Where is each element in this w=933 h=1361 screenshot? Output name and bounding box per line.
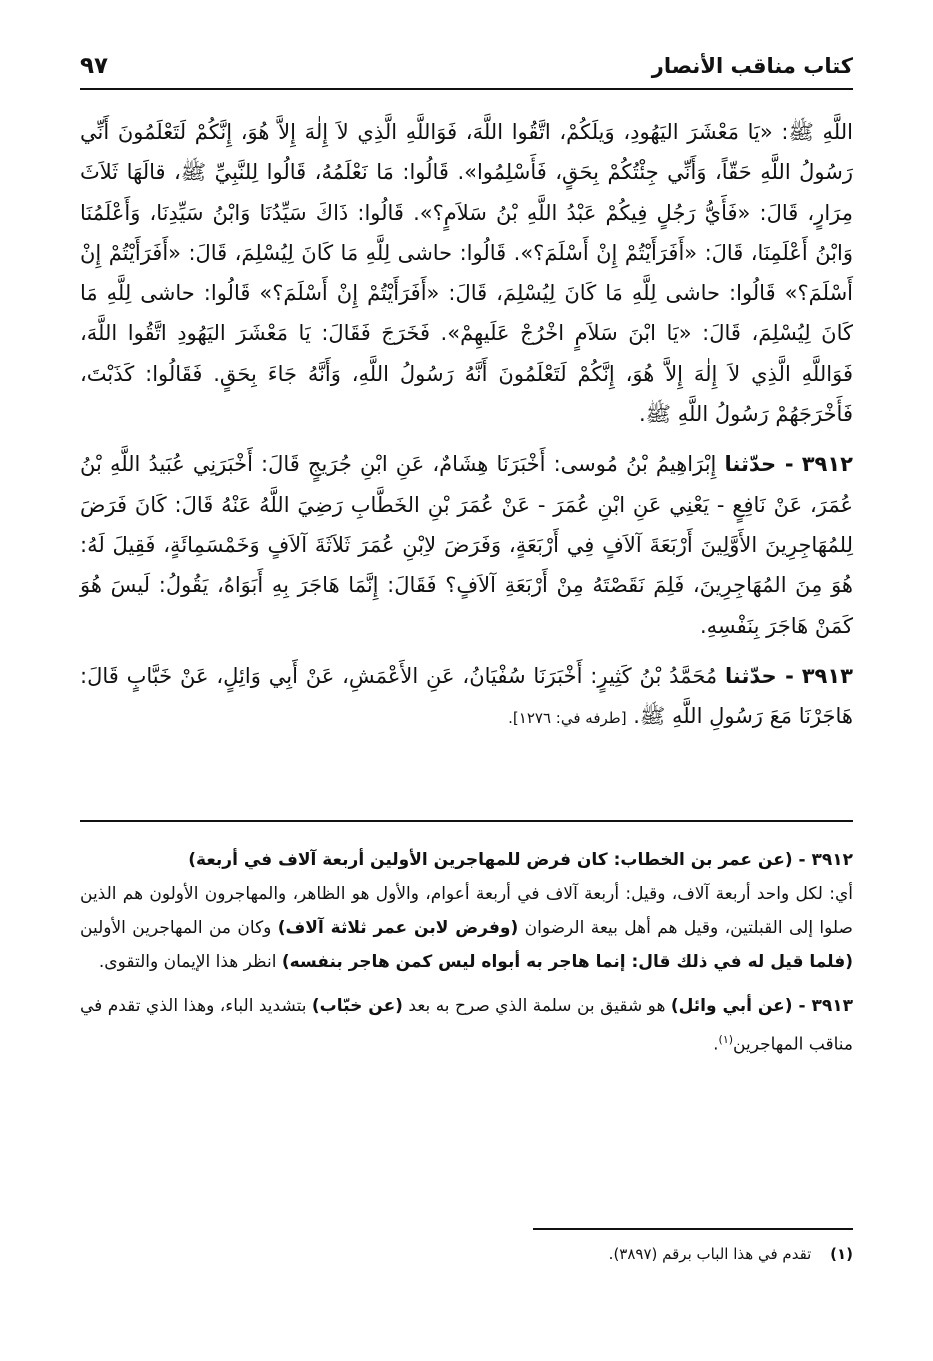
footnote-text: تقدم في هذا الباب برقم (٣٨٩٧). [608, 1245, 812, 1263]
hadith-continuation: اللَّهِ ﷺ: «يَا مَعْشَرَ اليَهُودِ، وَيلَكُمْ، اتَّقُوا اللَّهَ، فَوَاللَّهِ الَّذِي لاَ إِلٰهَ إِلاَّ هُوَ، إِنَّكُمْ لَتَعْلَمُونَ أَنِّي رَسُولُ اللَّهِ حَقّاً، وَأَنِّي جِئْتُكُمْ بِحَقٍ، فَأَسْلِمُوا». قَالُوا: مَا نَعْلَمُهُ، قَالُوا لِلنَّبِيِّ ﷺ، قالَهَا ثَلاَثَ مِرَارٍ، قَالَ: «فَأَيُّ رَجُلٍ فِيكُمْ عَبْدُ اللَّهِ بْنُ سَلاَمٍ؟». قَالُوا: ذَاكَ سَيِّدُنَا وَابْنُ سَيِّدِنَا، وَأَعْلَمُنَا وَابْنُ أَعْلَمِنَا، قَالَ: «أَفَرَأَيْتُمْ إِنْ أَسْلَمَ؟». قَالُوا: حاشى لِلَّهِ مَا كَانَ لِيُسْلِمَ، قَالَ: «أَفَرَأَيْتُمْ إِنْ أَسْلَمَ؟» قَالُوا: حاشى لِلَّهِ مَا كَانَ لِيُسْلِمَ، قَالَ: «أَفَرَأَيْتُمْ إِنْ أَسْلَمَ؟» قَالُوا: حاشى لِلَّهِ مَا كَانَ لِيُسْلِمَ، قَالَ: «يَا ابْنَ سَلاَمٍ اخْرُجْ عَلَيهِمْ». فَخَرَجَ فَقَالَ: يَا مَعْشَرَ اليَهُودِ اتَّقُوا اللَّهَ، فَوَاللَّهِ الَّذِي لاَ إِلٰهَ إِلاَّ هُوَ، إِنَّكُمْ لَتَعْلَمُونَ أَنَّهُ رَسُولُ اللَّهِ، وَأَنَّهُ جَاءَ بِحَقٍ. فَقَالُوا: كَذَبْتَ، فَأَخْرَجَهُمْ رَسُولُ اللَّهِ ﷺ. [80, 120, 853, 427]
hadith-body: إِبْرَاهِيمُ بْنُ مُوسى: أَخْبَرَنَا هِشَامٌ، عَنِ ابْنِ جُرَيجٍ قَالَ: أَخْبَرَنِي عُبَيدُ اللَّهِ بْنُ عُمَرَ، عَنْ نَافِعٍ - يَعْنِي عَنِ ابْنِ عُمَرَ - عَنْ عُمَرَ بْنِ الخَطَّابِ رَضِيَ اللَّهُ عَنْهُ قَالَ: كَانَ فَرَضَ لِلمُهَاجِرِينَ الأَوَّلِينَ أَرْبَعَةَ آلاَفٍ فِي أَرْبَعَةٍ، وَفَرَضَ لاِبْنِ عُمَرَ ثَلاَثَةَ آلاَفٍ وَخَمْسَمِائَةٍ، فَقِيلَ لَهُ: هُوَ مِنَ المُهَاجِرِينَ، فَلِمَ نَقَصْتَهُ مِنْ أَرْبَعَةِ آلاَفٍ؟ فَقَالَ: إِنَّمَا هَاجَرَ بِهِ أَبَوَاهُ، يَقُولُ: لَيسَ هُوَ كَمَنْ هَاجَرَ بِنَفْسِهِ. [80, 452, 853, 638]
commentary-heading: ٣٩١٣ - (عن أبي وائل) [670, 996, 854, 1016]
commentary [80, 843, 853, 1072]
commentary-3912: ٣٩١٢ - (عن عمر بن الخطاب: كان فرض للمهاجرين الأولين أربعة آلاف في أربعة) أي: لكل واحد أربعة آلاف، وقيل: أربعة آلاف في أربعة أعوام، والأول هو الظاهر، والمهاجرون الأولون هم الذين صلوا إلى القبلتين، وقيل هم أهل بيعة الرضوان (وفرض لابن عمر ثلاثة آلاف) وكان من المهاجرين الأولين (فلما قيل له في ذلك قال: إنما هاجر به أبواه ليس كمن هاجر بنفسه) انظر هذا الإيمان والتقوى. [80, 850, 853, 972]
commentary-3913: ٣٩١٣ - (عن أبي وائل) هو شقيق بن سلمة الذي صرح به بعد (عن خبّاب) بتشديد الباء، وهذا الذي تقدم في مناقب المهاجرين$^{(١)}$. [80, 996, 854, 1055]
narration-keyword: حدّثنا [724, 452, 777, 477]
page-header [80, 44, 853, 90]
hadith-3912: ٣٩١٢ - حدّثنا إِبْرَاهِيمُ بْنُ مُوسى: أَخْبَرَنَا هِشَامٌ، عَنِ ابْنِ جُرَيجٍ قَالَ: أَخْبَرَنِي عُبَيدُ اللَّهِ بْنُ عُمَرَ، عَنْ نَافِعٍ - يَعْنِي عَنِ ابْنِ عُمَرَ - عَنْ عُمَرَ بْنِ الخَطَّابِ رَضِيَ اللَّهُ عَنْهُ قَالَ: كَانَ فَرَضَ لِلمُهَاجِرِينَ الأَوَّلِينَ أَرْبَعَةَ آلاَفٍ فِي أَرْبَعَةٍ، وَفَرَضَ لاِبْنِ عُمَرَ ثَلاَثَةَ آلاَفٍ وَخَمْسَمِائَةٍ، فَقِيلَ لَهُ: هُوَ مِنَ المُهَاجِرِينَ، فَلِمَ نَقَصْتَهُ مِنْ أَرْبَعَةِ آلاَفٍ؟ فَقَالَ: إِنَّمَا هَاجَرَ بِهِ أَبَوَاهُ، يَقُولُ: لَيسَ هُوَ كَمَنْ هَاجَرَ بِنَفْسِهِ. [80, 452, 854, 638]
footnote-mark: (١) [830, 1245, 853, 1263]
hadith-body: مُحَمَّدُ بْنُ كَثِيرٍ: أَخْبَرَنَا سُفْيَانُ، عَنِ الأَعْمَشِ، عَنْ أَبِي وَائِلٍ، عَنْ خَبَّابٍ قَالَ: هَاجَرْنَا مَعَ رَسُولِ اللَّهِ ﷺ. [80, 663, 853, 729]
footnote-reference[interactable]: (١) [718, 1033, 734, 1046]
footnote [80, 1240, 853, 1268]
commentary-heading: ٣٩١٢ - (عن عمر بن الخطاب: كان فرض للمهاجرين الأولين أربعة آلاف في أربعة) [188, 850, 853, 870]
footnote-divider [533, 1228, 853, 1230]
section-divider [80, 820, 853, 822]
hadith-number: ٣٩١٣ [801, 663, 853, 688]
cross-reference: [طرفه في: ١٢٧٦]. [508, 709, 627, 728]
page-number: ٩٧ [80, 53, 109, 79]
hadith-3913: ٣٩١٣ - حدّثنا مُحَمَّدُ بْنُ كَثِيرٍ: أَخْبَرَنَا سُفْيَانُ، عَنِ الأَعْمَشِ، عَنْ أَبِي وَائِلٍ، عَنْ خَبَّابٍ قَالَ: هَاجَرْنَا مَعَ رَسُولِ اللَّهِ ﷺ. [طرفه في: ١٢٧٦]. [80, 663, 853, 729]
chapter-title: كتاب مناقب الأنصار [651, 54, 853, 78]
narration-keyword: حدّثنا [725, 663, 777, 688]
hadith-text [80, 112, 853, 748]
hadith-number: ٣٩١٢ [801, 452, 854, 477]
